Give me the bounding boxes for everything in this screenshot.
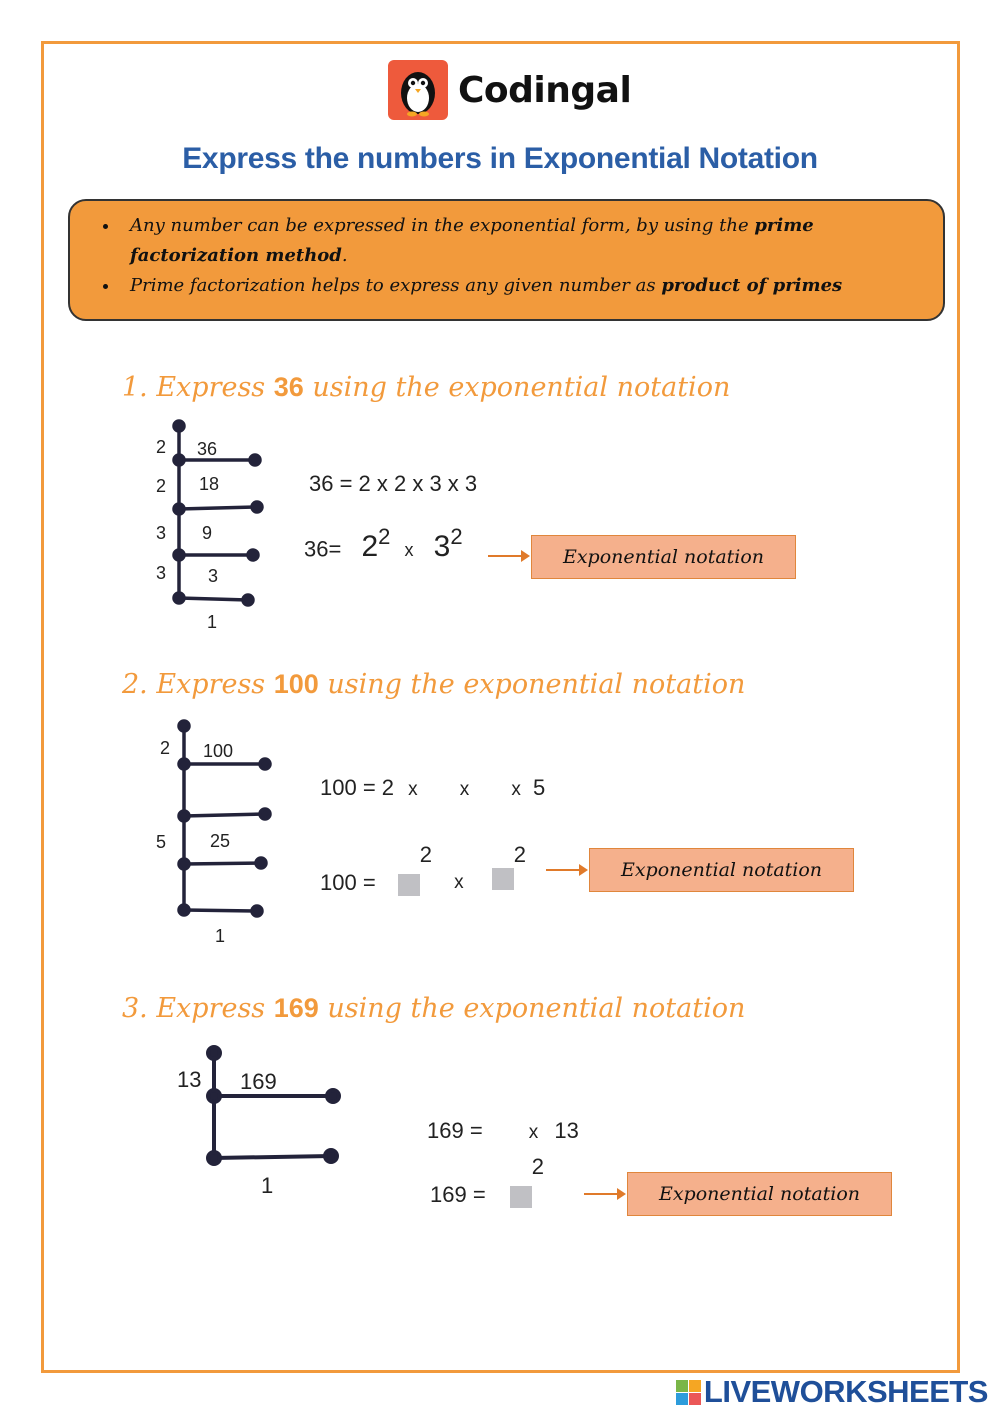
exponential-100: 100 = $^2$ x $^2$ — [320, 842, 527, 896]
info-box — [68, 199, 945, 321]
remainder: 1 — [215, 926, 226, 946]
divisor: 2 — [160, 738, 171, 758]
factor-tree-36 — [150, 420, 270, 640]
answer-blank[interactable] — [510, 1186, 532, 1208]
liveworksheets-watermark: LIVEWORKSHEETS — [676, 1374, 988, 1410]
factorization-100: 100 = 2 x x x 5 — [320, 775, 546, 800]
quotient: 9 — [202, 523, 213, 543]
divisor: 5 — [156, 832, 167, 852]
remainder: 1 — [261, 1173, 274, 1198]
liveworksheets-icon — [676, 1380, 701, 1405]
arrow-icon — [488, 555, 528, 557]
quotient: 100 — [203, 741, 234, 761]
exponential-169: 169 = $^2$ — [430, 1154, 545, 1208]
arrow-icon — [546, 869, 586, 871]
quotient: 36 — [197, 439, 218, 459]
divisor: 3 — [156, 563, 167, 583]
question-1-heading: 1. Express 36 using the exponential notation — [122, 372, 731, 403]
divisor: 2 — [156, 437, 167, 457]
info-item: • Any number can be expressed in the exponential form, by using the prime factorization method. — [120, 211, 903, 271]
question-2-heading: 2. Express 100 using the exponential notation — [122, 669, 746, 700]
factor-tree-169 — [170, 1045, 360, 1205]
quotient: 3 — [208, 566, 219, 586]
factor-tree-100 — [150, 720, 280, 950]
exponential-36: $36= 2^2$ x $3^2$ — [304, 524, 463, 564]
quotient: 25 — [210, 831, 231, 851]
penguin-icon — [388, 60, 448, 120]
divisor: 2 — [156, 476, 167, 496]
page-title: Express the numbers in Exponential Notation — [182, 142, 818, 175]
exponential-notation-label: Exponential notation — [531, 535, 796, 579]
arrow-icon — [584, 1193, 624, 1195]
info-item: • Prime factorization helps to express any given number as product of primes — [120, 271, 903, 301]
remainder: 1 — [207, 612, 218, 632]
answer-blank[interactable] — [398, 874, 420, 896]
factorization-169: 169 = x 13 — [427, 1118, 579, 1143]
exponential-notation-label: Exponential notation — [589, 848, 854, 892]
divisor: 13 — [177, 1067, 202, 1092]
question-3-heading: 3. Express 169 using the exponential notation — [122, 993, 746, 1024]
answer-blank[interactable] — [492, 868, 514, 890]
factorization-36: 36 = 2 x 2 x 3 x 3 — [309, 471, 478, 496]
quotient: 169 — [240, 1069, 277, 1094]
exponential-notation-label: Exponential notation — [627, 1172, 892, 1216]
brand-name: Codingal — [458, 69, 632, 111]
quotient: 18 — [199, 474, 220, 494]
brand-logo — [388, 59, 631, 121]
divisor: 3 — [156, 523, 167, 543]
